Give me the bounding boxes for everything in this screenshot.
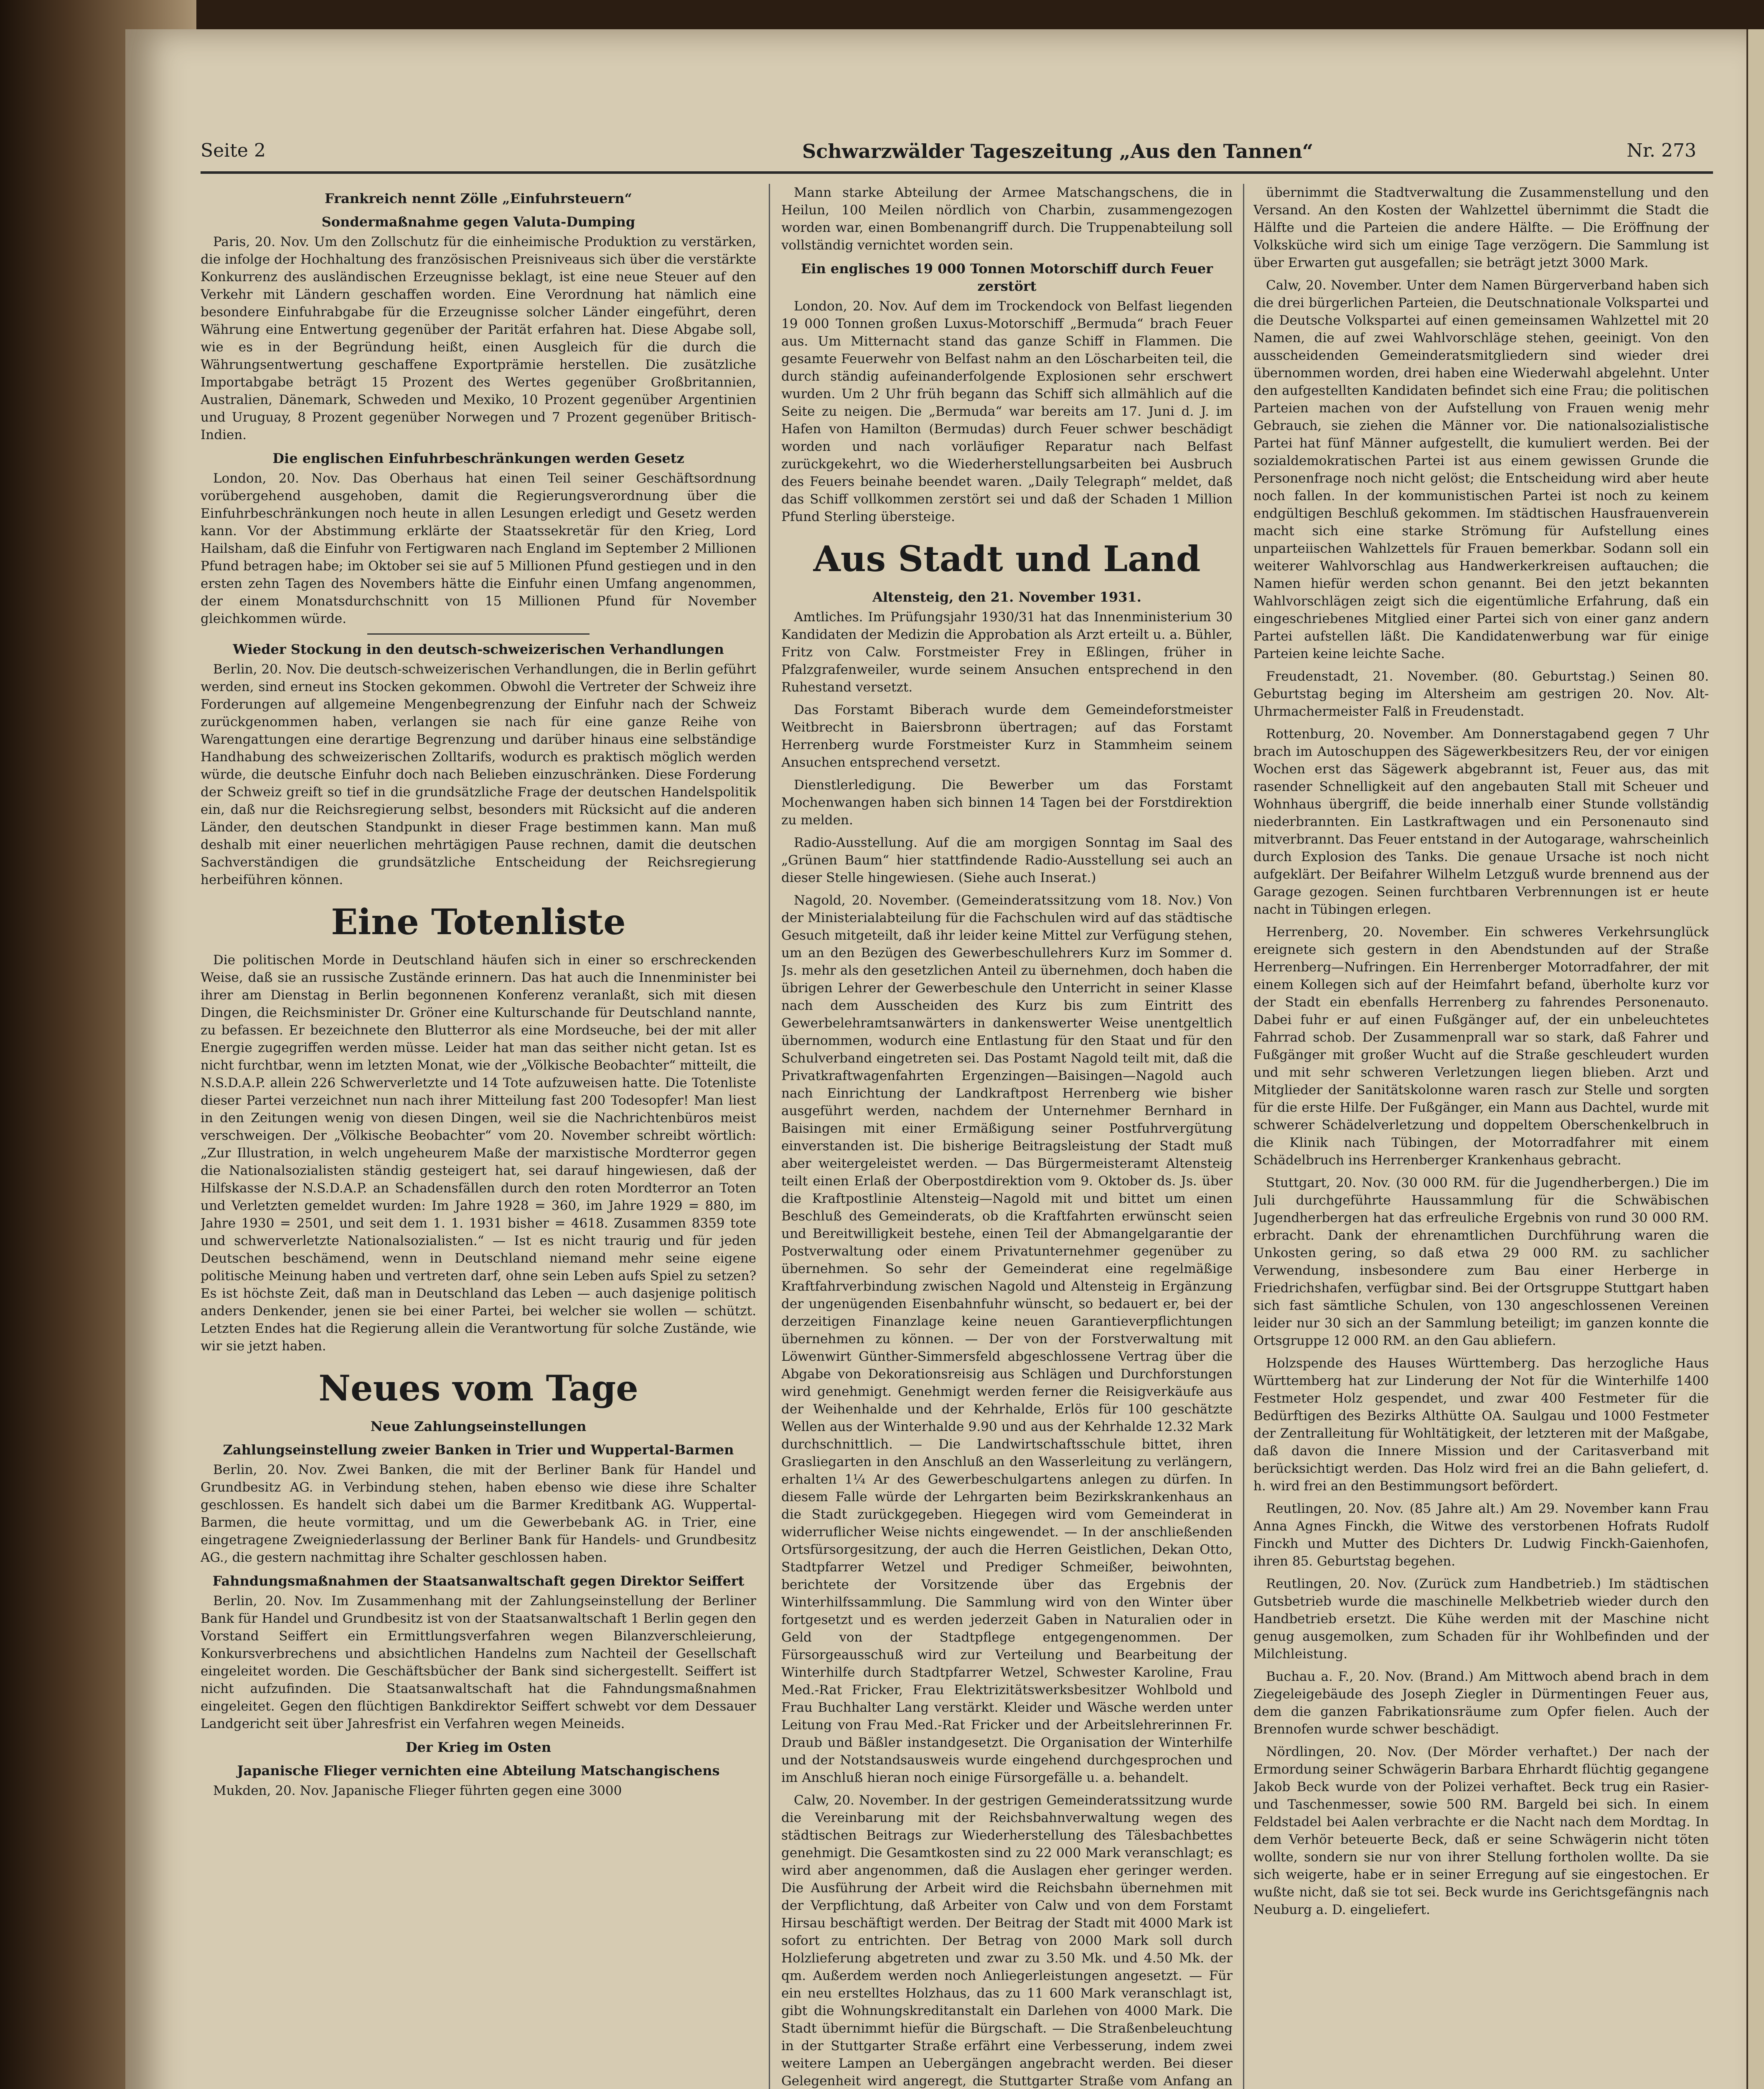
article-text: Holzspende des Hauses Württemberg. Das herzogliche Haus Württemberg hat zur Linderung der Not für die Winterhilfe 1400 Festmeter Holz gespendet, und zwar 400 Festmeter für die Bedürftigen des Bezirks Althütte OA. Saulgau und 1000 Festmeter der Zentralleitung für Wohltätigkeit, der letzteren mit der Maßgabe, daß davon die Innere Mission und der Caritasverband mit berücksichtigt werden. Das Holz wird frei an die Bahn geliefert, d. h. wird frei an den Bestimmungsort befördert.: [1253, 1356, 1709, 1494]
article-text: Amtliches. Im Prüfungsjahr 1930/31 hat das Innenministerium 30 Kandidaten der Medizin die Approbation als Arzt erteilt u. a. Bühler, Fritz von Calw. Forstmeister Frey in Eßlingen, früher in Pfalzgrafenweiler, wurde seinem Ansuchen entsprechend in den Ruhestand versetzt.: [781, 610, 1233, 695]
column-3: [1253, 184, 1709, 2089]
article-text: Die politischen Morde in Deutschland häufen sich in einer so erschreckenden Weise, daß sie an russische Zustände erinnern. Das hat auch die Innenminister bei ihrer am Dienstag in Berlin begonnenen Konferenz veranlaßt, sich mit diesen Dingen, die Reichsminister Dr. Gröner eine Kulturschande für Deutschland nannte, zu befassen. Er bezeichnete den Blutterror als eine Mordseuche, bei der mit aller Energie zugegriffen werden müsse. Leider hat man das seither nicht getan. Ist es nicht furchtbar, wenn im letzten Monat, wie der „Völkische Beobachter“ mitteilt, die N.S.D.A.P. allein 226 Schwerverletzte und 14 Tote aufzuweisen hatte. Die Totenliste dieser Partei verzeichnet nun nach ihrer Mitteilung fast 200 Todesopfer! Man liest in den Zeitungen wenig von diesen Dingen, weil sie die Nachrichtenbüros meist verschweigen. Der „Völkische Beobachter“ vom 20. November schreibt wörtlich: „Zur Illustration, in welch ungeheurem Maße der marxistische Mordterror gegen die Nationalsozialisten ständig gesteigert hat, sei darauf hingewiesen, daß der Hilfskasse der N.S.D.A.P. an Schadensfällen durch den roten Mordterror an Toten und Verletzten gemeldet wurden: Im Jahre 1928 = 360, im Jahre 1929 = 880, im Jahre 1930 = 2501, und seit dem 1. 1. 1931 bisher = 4618. Zusammen 8359 tote und schwerverletzte Nationalsozialisten.“ — Ist es nicht traurig und für jeden Deutschen beschämend, wenn in Deutschland niemand mehr seine eigene politische Meinung haben und vertreten darf, ohne sein Leben aufs Spiel zu setzen? Es ist höchste Zeit, daß man in Deutschland das Leben — auch dasjenige politisch anders Denkender, jenen sie bei einer Partei, bei welcher sie wollen — schützt. Letzten Endes hat die Regierung allein die Verantwortung für solche Zustände, wie wir sie jetzt haben.: [201, 953, 756, 1354]
page-number: Seite 2: [201, 140, 266, 161]
section-title: Neues vom Tage: [318, 1367, 638, 1409]
headline: Fahndungsmaßnahmen der Staatsanwaltschaft gegen Direktor Seiffert: [212, 1573, 745, 1589]
article-text: Das Forstamt Biberach wurde dem Gemeindeforstmeister Weitbrecht in Baiersbronn übertragen; auf das Forstamt Herrenberg wurde Forstmeister Kurz in Stammheim seinem Ansuchen entsprechend versetzt.: [781, 702, 1233, 770]
headline: Der Krieg im Osten: [405, 1739, 552, 1755]
column-1: [201, 184, 756, 2089]
column-2: [781, 184, 1233, 2089]
page-header: [201, 140, 1705, 173]
article-text: Calw, 20. November. Unter dem Namen Bürgerverband haben sich die drei bürgerlichen Parteien, die Deutschnationale Volkspartei und die Deutsche Volkspartei auf einen gemeinsamen Wahlzettel mit 20 Namen, die auf zwei Wahlvorschläge stehen, geeinigt. Von den ausscheidenden Gemeinderatsmitgliedern sind wieder drei übernommen worden, drei haben eine Wiederwahl abgelehnt. Unter den aufgestellten Kandidaten befindet sich eine Frau; die politischen Parteien machen von der Aufstellung von Frauen wenig mehr Gebrauch, sie ziehen die Männer vor. Die nationalsozialistische Partei hat fünf Männer aufgestellt, die kumuliert werden. Bei der sozialdemokratischen Partei ist aus einem gewissen Grunde die Personenfrage noch nicht gelöst; die Entscheidung wird aber heute noch fallen. In der kommunistischen Partei ist noch zu keinem endgültigen Beschluß gekommen. Im städtischen Hausfrauenverein macht sich eine starke Strömung für Aufstellung eines unparteiischen Wahlzettels für Frauen bemerkbar. Sodann soll ein weiterer Wahlvorschlag aus Handwerkerkreisen auftauchen; die Namen hiefür werden schon genannt. Bei den jetzt bekannten Wahlvorschlägen zeigt sich die eigentümliche Erfahrung, daß ein eingeschriebenes Mitglied einer Partei sich von einer ganz andern Partei aufstellen läßt. Die Kandidatenwerbung war für einige Parteien keine leichte Sache.: [1253, 278, 1709, 661]
divider: [367, 633, 590, 635]
headline: Die englischen Einfuhrbeschränkungen werden Gesetz: [272, 450, 684, 466]
article-text: Herrenberg, 20. November. Ein schweres Verkehrsunglück ereignete sich gestern in den Abendstunden auf der Straße Herrenberg—Nufringen. Ein Herrenberger Motorradfahrer, der mit einem Kollegen sich auf der Heimfahrt befand, überholte kurz vor der Stadt ein ebenfalls Herrenberg zu fahrendes Personenauto. Dabei fuhr er auf einen Fußgänger auf, der ein unbeleuchtetes Fahrrad schob. Der Zusammenprall war so stark, daß Fahrer und Fußgänger mit großer Wucht auf die Straße geschleudert wurden und mit sehr schweren Verletzungen liegen blieben. Arzt und Mitglieder der Sanitätskolonne waren rasch zur Stelle und sorgten für die erste Hilfe. Der Fußgänger, ein Mann aus Dachtel, wurde mit schwerer Schädelverletzung und doppeltem Oberschenkelbruch in die Klinik nach Tübingen, der Motorradfahrer mit einem Schädelbruch ins Herrenberger Krankenhaus gebracht.: [1253, 925, 1709, 1168]
headline: Zahlungseinstellung zweier Banken in Trier und Wuppertal-Barmen: [223, 1442, 734, 1458]
newspaper-title: Schwarzwälder Tageszeitung „Aus den Tannen“: [802, 140, 1314, 163]
section-title: Aus Stadt und Land: [813, 538, 1201, 579]
article-text: Buchau a. F., 20. Nov. (Brand.) Am Mittwoch abend brach in dem Ziegeleigebäude des Joseph Ziegler in Dürmentingen Feuer aus, dem die ganzen Fabrikationsräume zum Opfer fielen. Auch der Brennofen wurde schwer beschädigt.: [1253, 1669, 1709, 1737]
section-title: Eine Totenliste: [331, 901, 626, 943]
article-text: Paris, 20. Nov. Um den Zollschutz für die einheimische Produktion zu verstärken, die infolge der Hochhaltung des französischen Preisniveaus sich über die verstärkte Konkurrenz des ausländischen Erzeugnisse beklagt, ist eine neue Steuer auf den Verkehr mit Ländern geschaffen worden. Eine Verordnung hat nämlich eine besondere Einfuhrabgabe für die Erzeugnisse solcher Länder eingeführt, deren Währung eine Entwertung gegenüber der Parität erfahren hat. Diese Abgabe soll, wie es in der Begründung heißt, einen Ausgleich für die durch die Währungsentwertung geschaffene Exportprämie herstellen. Die zusätzliche Importabgabe beträgt 15 Prozent des Wertes gegenüber Großbritannien, Australien, Dänemark, Schweden und Mexiko, 10 Prozent gegenüber Argentinien und Uruguay, 8 Prozent gegenüber Norwegen und 7 Prozent gegenüber Britisch-Indien.: [201, 234, 756, 442]
article-text: Reutlingen, 20. Nov. (85 Jahre alt.) Am 29. November kann Frau Anna Agnes Finckh, die Witwe des verstorbenen Hofrats Rudolf Finckh und Mutter des Dichters Dr. Ludwig Finckh-Gaienhofen, ihren 85. Geburtstag begehen.: [1253, 1501, 1709, 1569]
article-text: Berlin, 20. Nov. Im Zusammenhang mit der Zahlungseinstellung der Berliner Bank für Handel und Grundbesitz ist von der Staatsanwaltschaft 1 Berlin gegen den Vorstand Seiffert ein Ermittlungsverfahren wegen Bilanzverschleierung, Konkursverbrechens und absichtlichen Handelns zum Nachteil der Gesellschaft eingeleitet worden. Die Geschäftsbücher der Bank sind sichergestellt. Seiffert ist nicht aufzufinden. Die Staatsanwaltschaft hat die Fahndungsmaßnahmen eingeleitet. Gegen den flüchtigen Bankdirektor Seiffert schwebt vor dem Dessauer Landgericht seit über Jahresfrist ein Verfahren wegen Meineids.: [201, 1593, 756, 1731]
headline: Ein englisches 19 000 Tonnen Motorschiff durch Feuer zerstört: [801, 261, 1213, 294]
headline: Neue Zahlungseinstellungen: [370, 1418, 587, 1434]
subheadline: Sondermaßnahme gegen Valuta-Dumping: [321, 214, 635, 230]
column-divider: [769, 184, 770, 2089]
article-text: Nördlingen, 20. Nov. (Der Mörder verhaftet.) Der nach der Ermordung seiner Schwägerin Barbara Ehrhardt flüchtig gegangene Jakob Beck wurde von der Polizei verhaftet. Beck trug ein Rasier- und Taschenmesser, sowie 500 RM. Bargeld bei sich. In einem Feldstadel bei Aalen verbrachte er die Nacht nach dem Mordtag. In dem Verhör beteuerte Beck, daß er seine Schwägerin nicht töten wollte, sondern sie nur von ihrer Stellung fortholen wollte. Da sie sich weigerte, habe er in seiner Erregung auf sie eingestochen. Er wußte nicht, daß sie tot sei. Beck wurde ins Gerichtsgefängnis nach Neuburg a. D. eingeliefert.: [1253, 1744, 1709, 1917]
article-text: Berlin, 20. Nov. Die deutsch-schweizerischen Verhandlungen, die in Berlin geführt werden, sind erneut ins Stocken gekommen. Obwohl die Vertreter der Schweiz ihre Forderungen auf allgemeine Mengenbegrenzung der Einfuhr nach der Schweiz zurückgenommen haben, verlangen sie nach für eine ganze Reihe von Warengattungen eine derartige Begrenzung und darüber hinaus eine selbständige Handhabung des schweizerischen Zolltarifs, wodurch es praktisch möglich werden würde, die deutsche Einfuhr doch nach Belieben einzuschränken. Diese Forderung der Schweiz greift so tief in die grundsätzliche Frage der deutschen Handelspolitik ein, daß nur die Reichsregierung selbst, besonders mit Rücksicht auf die anderen Länder, den deutschen Standpunkt in dieser Frage bestimmen kann. Man muß deshalb mit einer neuerlichen mehrtägigen Pause rechnen, damit die deutschen Sachverständigen die grundsätzliche Entscheidung der Reichsregierung herbeiführen können.: [201, 662, 756, 887]
article-text: Calw, 20. November. In der gestrigen Gemeinderatssitzung wurde die Vereinbarung mit der Reichsbahnverwaltung wegen des städtischen Beitrags zur Wiederherstellung des Tälesbachbettes genehmigt. Die Gesamtkosten sind zu 22 000 Mark veranschlagt; es wird aber angenommen, daß die Auslagen eher geringer werden. Die Ausführung der Arbeit wird die Reichsbahn übernehmen mit der Verpflichtung, daß Arbeiter von Calw und von dem Forstamt Hirsau beschäftigt werden. Der Beitrag der Stadt mit 4000 Mark ist sofort zu entrichten. Der Betrag von 2000 Mark soll durch Holzlieferung abgetreten und zwar zu 3.50 Mk. und 4.50 Mk. der qm. Außerdem werden noch Anliegerleistungen angesetzt. — Für ein neu erstelltes Holzhaus, das zu 11 600 Mark veranschlagt ist, gibt die Wohnungskreditanstalt ein Darlehen von 4000 Mark. Die Stadt übernimmt hiefür die Bürgschaft. — Die Straßenbeleuchtung in der Stuttgarter Straße erfährt eine Verbesserung, indem zwei weitere Lampen an Uebergängen angebracht werden. Bei dieser Gelegenheit wird angeregt, die Stuttgarter Straße vom Anfang an: [781, 1793, 1233, 2089]
article-text: Rottenburg, 20. November. Am Donnerstagabend gegen 7 Uhr brach im Autoschuppen des Sägewerkbesitzers Reu, der vor einigen Wochen erst das Sägewerk abgebrannt ist, Feuer aus, das mit rasender Schnelligkeit auf den angebauten Stall mit Scheuer und Wohnhaus übergriff, die beide innerhalb einer Stunde vollständig niederbrannten. Ein Lastkraftwagen und ein Personenauto sind mitverbrannt. Das Feuer entstand in der Autogarage, wahrscheinlich durch Explosion des Tanks. Die genaue Ursache ist noch nicht aufgeklärt. Der Beifahrer Wilhelm Letzguß wurde brennend aus der Garage gezogen. Seinen furchtbaren Verbrennungen ist er heute nacht in Tübingen erlegen.: [1253, 727, 1709, 917]
article-text: Nagold, 20. November. (Gemeinderatssitzung vom 18. Nov.) Von der Ministerialabteilung für die Fachschulen wird auf das städtische Gesuch mitgeteilt, daß ihr leider keine Mittel zur Verfügung stehen, um an den Bezügen des Gewerbeschullehrers Kurz im Sommer d. Js. mehr als den gesetzlichen Anteil zu übernehmen, doch haben die übrigen Lehrer der Gewerbeschule den Unterricht in seiner Klasse nach dem Ausscheiden des Kurz bis zum Eintritt des Gewerbelehramtsanwärters in dankenswerter Weise unentgeltlich übernommen, wodurch eine Entlastung für den Staat und für den Schulverband eingetreten sei. Das Postamt Nagold teilt mit, daß die Privatkraftwagenfahrten Ergenzingen—Baisingen—Nagold auch nach Einrichtung der Landkraftpost Herrenberg wie bisher ausgeführt werden, nachdem der Unternehmer Bernhard in Baisingen mit einer Ermäßigung seiner Postfuhrvergütung einverstanden ist. Die bisherige Beitragsleistung der Stadt muß aber weitergeleistet werden. — Das Bürgermeisteramt Altensteig teilt einen Erlaß der Oberpostdirektion vom 9. Oktober ds. Js. über die Kraftpostlinie Altensteig—Nagold mit und bittet um einen Beschluß des Gemeinderats, ob die Kraftfahrten erwünscht seien und Bereitwilligkeit bestehe, einen Teil der Abmangelgarantie der Postverwaltung oder einem Privatunternehmer gegenüber zu übernehmen. So sehr der Gemeinderat eine regelmäßige Kraftfahrverbindung zwischen Nagold und Altensteig in Ergänzung der ungenügenden Eisenbahnfuhr wünscht, so bedauert er, bei der derzeitigen Finanzlage keine neuen Garantieverpflichtungen übernehmen zu können. — Der von der Forstverwaltung mit Löwenwirt Günther-Simmersfeld abgeschlossene Vertrag über die Abgabe von Dekorationsreisig aus Schlägen und Durchforstungen wird genehmigt. Genehmigt werden ferner die Reisigverkäufe aus der Weihenhalde und der Kehrhalde, Erlös für 100 geschätzte Wellen aus der Winterhalde 9.90 und aus der Kehrhalde 12.32 Mark durchschnittlich. — Die Landwirtschaftsschule bittet, ihren Grasliegarten in den Anschluß an den Wasserleitung zu verlängern, erhalten 1¼ Ar des Gewerbeschulgartens anlegen zu dürfen. In diesem Falle würde der Lehrgarten beim Bezirkskrankenhaus an die Stadt zurückgegeben. Hiegegen wird vom Gemeinderat in widerruflicher Weise nichts eingewendet. — In der anschließenden Ortsfürsorgesitzung, der auch die Herren Geistlichen, Dekan Otto, Stadtpfarrer Wetzel und Prediger Schmeißer, beiwohnten, berichtete der Vorsitzende über das Ergebnis der Winterhilfssammlung. Die Sammlung wird von den Winter über fortgesetzt und es werden jederzeit Gaben in Naturalien oder in Geld von der Stadtpflege entgegengenommen. Der Fürsorgeausschuß wird zur Verteilung und Bearbeitung der Winterhilfe durch Stadtpfarrer Wetzel, Schwester Karoline, Frau Med.-Rat Fricker, Frau Elektrizitätswerksbesitzer Wohlbold und Frau Buchhalter Lang verstärkt. Kleider und Wäsche werden unter Leitung von Frau Med.-Rat Fricker und der Arbeitslehrerinnen Fr. Draub und Bäßler instandgesetzt. Die Organisation der Winterhilfe und der Notstandsausweis wurde eingehend durchgesprochen und im Anschluß hieran noch einige Fürsorgefälle u. a. behandelt.: [781, 893, 1233, 1785]
article-text: London, 20. Nov. Das Oberhaus hat einen Teil seiner Geschäftsordnung vorübergehend ausgehoben, damit die Regierungsverordnung über die Einfuhrbeschränkungen noch heute in allen Lesungen erledigt und Gesetz werden kann. Vor der Abstimmung erklärte der Staatssekretär für den Krieg, Lord Hailsham, daß die Einfuhr von Fertigwaren nach England im September 2 Millionen Pfund betragen habe; im Oktober sei sie auf 5 Millionen Pfund gestiegen und in den ersten zehn Tagen des Novembers hätte die Einfuhr einen Umfang angenommen, der einem Monatsdurchschnitt von 15 Millionen Pfund für November gleichkommen würde.: [201, 471, 756, 626]
headline: Wieder Stockung in den deutsch-schweizerischen Verhandlungen: [233, 641, 724, 657]
article-text: Mukden, 20. Nov. Japanische Flieger führten gegen eine 3000: [213, 1783, 622, 1798]
article-text: Freudenstadt, 21. November. (80. Geburtstag.) Seinen 80. Geburtstag beging im Altersheim am gestrigen 20. Nov. Alt-Uhrmachermeister Falß in Freudenstadt.: [1253, 669, 1709, 719]
article-text: Berlin, 20. Nov. Zwei Banken, die mit der Berliner Bank für Handel und Grundbesitz AG. in Verbindung stehen, haben ebenso wie diese ihre Schalter geschlossen. Es handelt sich dabei um die Barmer Kreditbank AG. Wuppertal-Barmen, die heute vormittag, und um die Gewerbebank AG. in Trier, eine eingetragene Zweigniederlassung der Berliner Bank für Handels- und Grundbesitz AG., die gestern nachmittag ihre Schalter geschlossen haben.: [201, 1462, 756, 1565]
header-rule: [201, 171, 1713, 174]
dateline: Altensteig, den 21. November 1931.: [872, 589, 1141, 605]
next-page-edge: [1746, 29, 1764, 2089]
article-text: Dienstlerledigung. Die Bewerber um das Forstamt Mochenwangen haben sich binnen 14 Tagen bei der Forstdirektion zu melden.: [781, 778, 1233, 828]
article-text: übernimmt die Stadtverwaltung die Zusammenstellung und den Versand. An den Kosten der Wahlzettel übernimmt die Stadt die Hälfte und die Parteien die andere Hälfte. — Die Eröffnung der Volksküche wird sich um einige Tage verzögern. Die Sammlung ist über Erwarten gut ausgefallen; sie beträgt jetzt 3000 Mark.: [1253, 185, 1709, 270]
headline: Frankreich nennt Zölle „Einfuhrsteuern“: [325, 191, 632, 206]
article-text: Radio-Ausstellung. Auf die am morgigen Sonntag im Saal des „Grünen Baum“ hier stattfindende Radio-Ausstellung sei auch an dieser Stelle hingewiesen. (Siehe auch Inserat.): [781, 835, 1233, 885]
issue-number: Nr. 273: [1627, 140, 1696, 161]
headline: Japanische Flieger vernichten eine Abteilung Matschangischens: [237, 1763, 720, 1779]
article-text: Stuttgart, 20. Nov. (30 000 RM. für die Jugendherbergen.) Die im Juli durchgeführte Haussammlung für die Schwäbischen Jugendherbergen hat das erfreuliche Ergebnis von rund 30 000 RM. erbracht. Dank der ehrenamtlichen Durchführung waren die Unkosten gering, so daß etwa 29 000 RM. zu sachlicher Verwendung, insbesondere zum Bau einer Herberge in Friedrichshafen, verfügbar sind. Bei der Ortsgruppe Stuttgart haben sich fast sämtliche Schulen, von 130 angeschlossenen Vereinen leider nur 30 sich an der Sammlung beteiligt; im ganzen konnte die Ortsgruppe 12 000 RM. an den Gau abliefern.: [1253, 1175, 1709, 1348]
article-text: London, 20. Nov. Auf dem im Trockendock von Belfast liegenden 19 000 Tonnen großen Luxus-Motorschiff „Bermuda“ brach Feuer aus. Um Mitternacht stand das ganze Schiff in Flammen. Die gesamte Feuerwehr von Belfast nahm an den Löscharbeiten teil, die durch ständig aufeinanderfolgende Explosionen sehr erschwert wurden. Um 2 Uhr früh begann das Schiff sich allmählich auf die Seite zu neigen. Die „Bermuda“ war bereits am 17. Juni d. J. im Hafen von Hamilton (Bermudas) durch Feuer schwer beschädigt worden und nach vorläufiger Reparatur nach Belfast zurückgekehrt, wo die Wiederherstellungsarbeiten bei Ausbruch des Feuers beinahe beendet waren. „Daily Telegraph“ meldet, daß das Schiff vollkommen zerstört sei und daß der Schaden 1 Million Pfund Sterling übersteige.: [781, 299, 1233, 524]
article-text: Mann starke Abteilung der Armee Matschangschens, die in Heilun, 100 Meilen nördlich von Charbin, zusammengezogen worden war, einen Bombenangriff durch. Die Truppenabteilung soll vollständig vernichtet worden sein.: [781, 185, 1233, 253]
article-text: Reutlingen, 20. Nov. (Zurück zum Handbetrieb.) Im städtischen Gutsbetrieb wurde die maschinelle Melkbetrieb wieder durch den Handbetrieb ersetzt. Die Kühe werden mit der Maschine nicht genug ausgemolken, zum Schaden für ihr Wohlbefinden und der Milchleistung.: [1253, 1576, 1709, 1662]
column-divider: [1243, 184, 1244, 2089]
